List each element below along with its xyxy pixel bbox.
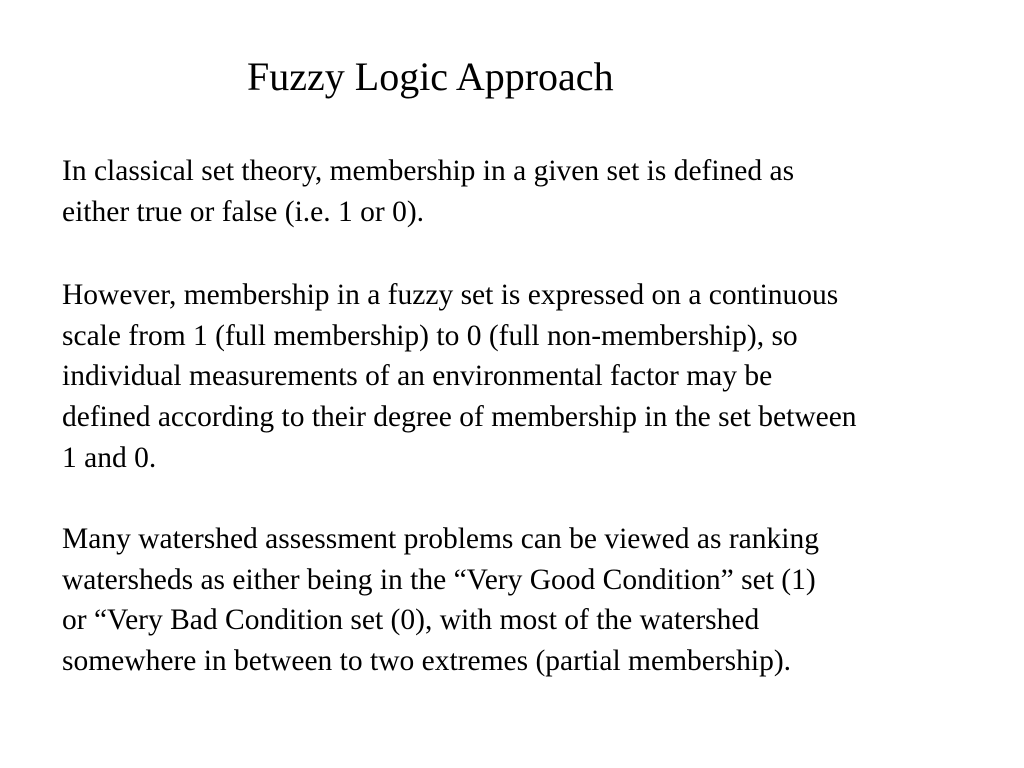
paragraph-line: somewhere in between to two extremes (partial membership). xyxy=(62,645,792,678)
slide-title: Fuzzy Logic Approach xyxy=(247,54,614,99)
paragraph-watershed-assessment xyxy=(62,519,1002,682)
paragraph-line: or “Very Bad Condition set (0), with most of the watershed xyxy=(62,604,760,637)
paragraph-line: individual measurements of an environmental factor may be xyxy=(62,360,773,393)
paragraph-line: In classical set theory, membership in a given set is defined as xyxy=(62,155,795,187)
paragraph-line: defined according to their degree of membership in the set between xyxy=(62,401,857,434)
paragraph-line: either true or false (i.e. 1 or 0). xyxy=(62,195,425,228)
paragraph-classical-set-theory xyxy=(62,151,1002,232)
paragraph-line: However, membership in a fuzzy set is expressed on a continuous xyxy=(62,279,839,311)
paragraph-line: watersheds as either being in the “Very Good Condition” set (1) xyxy=(62,563,816,596)
paragraph-line: scale from 1 (full membership) to 0 (full non-membership), so xyxy=(62,319,798,352)
paragraph-line: 1 and 0. xyxy=(62,441,157,474)
paragraph-line: Many watershed assessment problems can be viewed as ranking xyxy=(62,523,819,555)
paragraph-fuzzy-set-membership xyxy=(62,275,1002,479)
